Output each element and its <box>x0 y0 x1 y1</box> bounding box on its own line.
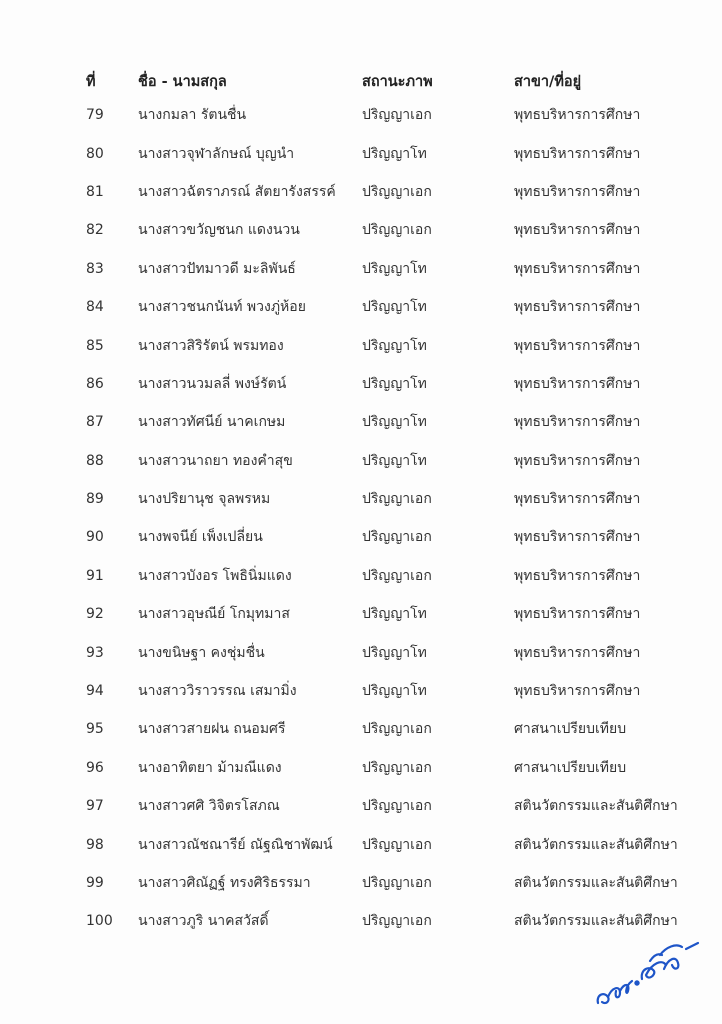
cell-status: ปริญญาโท <box>362 414 427 431</box>
table-row <box>78 825 678 863</box>
cell-no: 88 <box>86 452 104 469</box>
cell-status: ปริญญาเอก <box>362 913 432 930</box>
cell-branch: พุทธบริหารการศึกษา <box>514 222 641 239</box>
cell-status: ปริญญาโท <box>362 375 427 392</box>
cell-no: 98 <box>86 836 104 853</box>
header-row <box>78 66 678 96</box>
cell-status: ปริญญาโท <box>362 644 427 661</box>
cell-branch: พุทธบริหารการศึกษา <box>514 299 641 316</box>
cell-status: ปริญญาเอก <box>362 721 432 738</box>
cell-no: 96 <box>86 759 104 776</box>
cell-branch: พุทธบริหารการศึกษา <box>514 491 641 508</box>
table-row <box>78 595 678 633</box>
cell-status: ปริญญาโท <box>362 260 427 277</box>
cell-no: 93 <box>86 644 104 661</box>
cell-no: 82 <box>86 222 104 239</box>
table-row <box>78 211 678 249</box>
table-row <box>78 403 678 441</box>
cell-branch: พุทธบริหารการศึกษา <box>514 452 641 469</box>
cell-no: 97 <box>86 798 104 815</box>
roster-table <box>78 66 678 941</box>
cell-name: นางอาทิตยา ม้ามณีแดง <box>138 759 282 776</box>
handwritten-signature <box>590 925 710 1015</box>
cell-no: 87 <box>86 414 104 431</box>
cell-branch: พุทธบริหารการศึกษา <box>514 644 641 661</box>
cell-name: นางสาวปัทมาวดี มะลิพันธ์ <box>138 260 296 277</box>
header-no: ที่ <box>86 73 96 90</box>
cell-status: ปริญญาโท <box>362 145 427 162</box>
cell-name: นางกมลา รัตนชื่น <box>138 107 247 124</box>
cell-branch: พุทธบริหารการศึกษา <box>514 567 641 584</box>
cell-name: นางสาวศศิ วิจิตรโสภณ <box>138 798 280 815</box>
cell-branch: สตินวัตกรรมและสันติศึกษา <box>514 798 678 815</box>
cell-name: นางสาวอุษณีย์ โกมุทมาส <box>138 606 290 623</box>
cell-no: 83 <box>86 260 104 277</box>
cell-name: นางสาววิราวรรณ เสมามิ่ง <box>138 683 297 700</box>
cell-status: ปริญญาเอก <box>362 567 432 584</box>
cell-status: ปริญญาโท <box>362 452 427 469</box>
header-branch: สาขา/ที่อยู่ <box>514 73 582 90</box>
table-row <box>78 365 678 403</box>
cell-status: ปริญญาเอก <box>362 491 432 508</box>
cell-status: ปริญญาเอก <box>362 183 432 200</box>
cell-branch: พุทธบริหารการศึกษา <box>514 414 641 431</box>
table-row <box>78 326 678 364</box>
cell-branch: พุทธบริหารการศึกษา <box>514 606 641 623</box>
cell-branch: ศาสนาเปรียบเทียบ <box>514 721 627 738</box>
cell-no: 81 <box>86 183 104 200</box>
cell-branch: พุทธบริหารการศึกษา <box>514 375 641 392</box>
cell-name: นางสาวบังอร โพธินิ่มแดง <box>138 567 292 584</box>
cell-name: นางขนิษฐา คงชุ่มชื่น <box>138 644 265 661</box>
cell-name: นางสาวทัศนีย์ นาคเกษม <box>138 414 286 431</box>
cell-status: ปริญญาเอก <box>362 798 432 815</box>
cell-status: ปริญญาโท <box>362 299 427 316</box>
table-row <box>78 173 678 211</box>
table-row <box>78 288 678 326</box>
table-row <box>78 633 678 671</box>
cell-name: นางสาวณัชณารีย์ ณัฐณิชาพัฒน์ <box>138 836 333 853</box>
cell-branch: พุทธบริหารการศึกษา <box>514 337 641 354</box>
table-row <box>78 710 678 748</box>
cell-no: 92 <box>86 606 104 623</box>
cell-branch: พุทธบริหารการศึกษา <box>514 529 641 546</box>
cell-name: นางสาวศิณัฏฐ์ ทรงศิริธรรมา <box>138 875 311 891</box>
table-row <box>78 902 678 940</box>
cell-no: 86 <box>86 375 104 392</box>
cell-branch: สตินวัตกรรมและสันติศึกษา <box>514 875 678 891</box>
table-row <box>78 134 678 172</box>
cell-name: นางสาวขวัญชนก แดงนวน <box>138 222 300 239</box>
cell-name: นางสาวสายฝน ถนอมศรี <box>138 721 286 738</box>
cell-no: 95 <box>86 721 104 738</box>
table-row <box>78 557 678 595</box>
cell-name: นางปริยานุช จุลพรหม <box>138 491 271 508</box>
cell-name: นางสาวฉัตราภรณ์ สัตยารังสรรค์ <box>138 183 336 200</box>
cell-status: ปริญญาเอก <box>362 222 432 239</box>
cell-status: ปริญญาโท <box>362 606 427 623</box>
cell-status: ปริญญาเอก <box>362 836 432 853</box>
cell-name: นางสาวนาถยา ทองคำสุข <box>138 452 293 469</box>
cell-name: นางพจนีย์ เพ็งเปลี่ยน <box>138 529 263 546</box>
cell-branch: พุทธบริหารการศึกษา <box>514 145 641 162</box>
cell-status: ปริญญาเอก <box>362 875 432 891</box>
cell-branch: ศาสนาเปรียบเทียบ <box>514 759 627 776</box>
cell-status: ปริญญาเอก <box>362 759 432 776</box>
cell-status: ปริญญาเอก <box>362 107 432 124</box>
cell-no: 90 <box>86 529 104 546</box>
cell-branch: พุทธบริหารการศึกษา <box>514 260 641 277</box>
table-row <box>78 864 678 902</box>
cell-no: 100 <box>86 913 113 930</box>
cell-no: 94 <box>86 683 104 700</box>
cell-name: นางสาวภูริ นาคสวัสดิ์ <box>138 913 269 930</box>
table-row <box>78 749 678 787</box>
cell-no: 99 <box>86 875 104 891</box>
cell-no: 80 <box>86 145 104 162</box>
cell-no: 85 <box>86 337 104 354</box>
cell-no: 89 <box>86 491 104 508</box>
cell-branch: สตินวัตกรรมและสันติศึกษา <box>514 836 678 853</box>
table-row <box>78 787 678 825</box>
table-body <box>78 96 678 941</box>
cell-branch: พุทธบริหารการศึกษา <box>514 183 641 200</box>
table-row <box>78 518 678 556</box>
cell-status: ปริญญาโท <box>362 337 427 354</box>
cell-status: ปริญญาเอก <box>362 529 432 546</box>
table-row <box>78 250 678 288</box>
table-row <box>78 480 678 518</box>
cell-name: นางสาวชนกนันท์ พวงภู่ห้อย <box>138 299 306 316</box>
cell-branch: สตินวัตกรรมและสันติศึกษา <box>514 913 678 930</box>
cell-name: นางสาวสิริรัตน์ พรมทอง <box>138 337 284 354</box>
cell-no: 84 <box>86 299 104 316</box>
cell-branch: พุทธบริหารการศึกษา <box>514 107 641 124</box>
table-header <box>78 66 678 96</box>
table-row <box>78 96 678 134</box>
table-row <box>78 442 678 480</box>
cell-status: ปริญญาโท <box>362 683 427 700</box>
cell-branch: พุทธบริหารการศึกษา <box>514 683 641 700</box>
header-status: สถานะภาพ <box>362 73 433 90</box>
header-name: ชื่อ - นามสกุล <box>138 73 227 90</box>
cell-name: นางสาวจุฬาลักษณ์ บุญนำ <box>138 145 295 162</box>
cell-no: 79 <box>86 107 104 124</box>
table-row <box>78 672 678 710</box>
cell-name: นางสาวนวมลลี่ พงษ์รัตน์ <box>138 375 287 392</box>
cell-no: 91 <box>86 567 104 584</box>
